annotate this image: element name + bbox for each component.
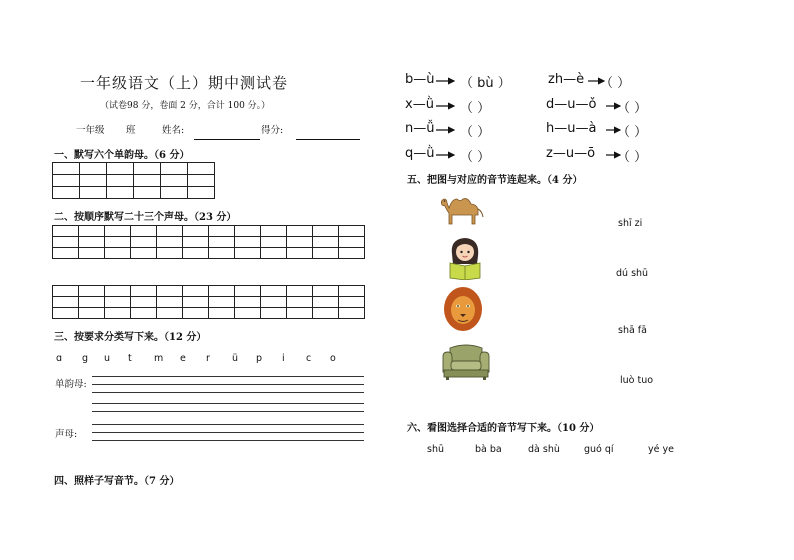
- letter-item: ü: [232, 353, 239, 364]
- letter-item: ɑ: [56, 353, 63, 364]
- match-syllable[interactable]: shā fā: [618, 325, 647, 336]
- grid-cell[interactable]: [134, 187, 161, 199]
- grid-cell[interactable]: [188, 163, 215, 175]
- initials-writing-grid-2: [52, 285, 365, 319]
- option-syllable[interactable]: guó qí: [584, 444, 614, 455]
- lion-picture[interactable]: [443, 286, 483, 332]
- section-6-title: 六、看图选择合适的音节写下来。（10 分）: [407, 423, 600, 434]
- vowel-writing-grid: [52, 162, 215, 199]
- page-title: 一年级语文（上）期中测试卷: [80, 74, 289, 92]
- syllable-sequence: z—u—ō: [546, 146, 596, 161]
- syllable-sequence: h—u—à: [546, 121, 597, 136]
- letter-item: o: [330, 353, 336, 364]
- section-1-title: 一、默写六个单韵母。（6 分）: [54, 150, 190, 161]
- option-syllable[interactable]: yé ye: [648, 444, 674, 455]
- section-4-title: 四、照样子写音节。（7 分）: [54, 476, 180, 487]
- arrow-icon: [436, 77, 458, 85]
- answer-line[interactable]: [92, 424, 364, 425]
- score-field[interactable]: [296, 129, 360, 140]
- letter-item: g: [82, 353, 89, 364]
- grid-cell[interactable]: [80, 163, 107, 175]
- option-syllable[interactable]: bà ba: [475, 444, 502, 455]
- letter-item: r: [206, 353, 210, 364]
- grid-cell[interactable]: [80, 187, 107, 199]
- answer-line[interactable]: [92, 432, 364, 433]
- syllable-answer[interactable]: （ ）: [617, 101, 648, 116]
- letter-item: e: [180, 353, 186, 364]
- match-syllable[interactable]: luò tuo: [620, 375, 654, 386]
- letter-item: i: [282, 353, 285, 364]
- syllable-sequence: x—ǜ: [405, 97, 434, 112]
- syllable-answer[interactable]: （ ）: [460, 125, 491, 140]
- syllable-answer[interactable]: （ ）: [460, 150, 491, 165]
- syllable-answer[interactable]: （ bù ）: [460, 76, 511, 91]
- answer-line[interactable]: [92, 384, 364, 385]
- option-syllable[interactable]: dà shù: [528, 444, 560, 455]
- letter-item: u: [104, 353, 111, 364]
- sofa-picture[interactable]: [440, 342, 492, 382]
- letter-item: t: [128, 353, 132, 364]
- section-2-title: 二、按顺序默写二十三个声母。（23 分）: [54, 212, 237, 223]
- score-label: 得分:: [261, 125, 284, 136]
- answer-line[interactable]: [92, 403, 364, 404]
- arrow-icon: [436, 151, 458, 159]
- grid-cell[interactable]: [134, 163, 161, 175]
- grid-cell[interactable]: [107, 163, 134, 175]
- syllable-answer[interactable]: （ ）: [600, 76, 631, 91]
- name-field[interactable]: [194, 129, 260, 140]
- syllable-sequence: q—ǜ: [405, 146, 435, 161]
- syllable-sequence: zh—è: [548, 72, 585, 87]
- vowel-answer-label: 单韵母:: [55, 379, 87, 390]
- consonant-answer-label: 声母:: [55, 429, 78, 440]
- grid-cell[interactable]: [161, 175, 188, 187]
- score-note: （试卷98 分，卷面 2 分，合计 100 分。）: [100, 101, 271, 111]
- grid-cell[interactable]: [134, 175, 161, 187]
- match-syllable[interactable]: dú shū: [616, 268, 649, 279]
- option-syllable[interactable]: shū: [427, 444, 444, 455]
- grade-label: 一年级: [76, 125, 105, 136]
- letter-item: p: [256, 353, 263, 364]
- syllable-sequence: b—ù: [405, 72, 435, 87]
- grid-cell[interactable]: [53, 187, 80, 199]
- answer-line[interactable]: [92, 392, 364, 393]
- answer-line[interactable]: [92, 411, 364, 412]
- grid-cell[interactable]: [107, 175, 134, 187]
- grid-cell[interactable]: [107, 187, 134, 199]
- answer-line[interactable]: [92, 376, 364, 377]
- initials-writing-grid-1: [52, 225, 365, 259]
- grid-cell[interactable]: [53, 163, 80, 175]
- girl-reading-picture[interactable]: [447, 234, 483, 280]
- grid-cell[interactable]: [188, 175, 215, 187]
- grid-cell[interactable]: [188, 187, 215, 199]
- syllable-sequence: d—u—ǒ: [546, 97, 597, 112]
- grid-cell[interactable]: [161, 163, 188, 175]
- match-syllable[interactable]: shī zi: [618, 218, 643, 229]
- class-label: 班: [126, 125, 136, 136]
- section-5-title: 五、把图与对应的音节连起来。（4 分）: [407, 175, 583, 186]
- answer-line[interactable]: [92, 440, 364, 441]
- grid-cell[interactable]: [161, 187, 188, 199]
- syllable-answer[interactable]: （ ）: [617, 125, 648, 140]
- grid-cell[interactable]: [80, 175, 107, 187]
- syllable-answer[interactable]: （ ）: [460, 101, 491, 116]
- section-3-title: 三、按要求分类写下来。（12 分）: [54, 332, 207, 343]
- arrow-icon: [436, 102, 458, 110]
- name-label: 姓名:: [162, 125, 185, 136]
- letter-item: c: [306, 353, 312, 364]
- letter-item: m: [154, 353, 164, 364]
- grid-cell[interactable]: [53, 175, 80, 187]
- syllable-sequence: n—ǚ: [405, 121, 435, 136]
- arrow-icon: [436, 126, 458, 134]
- camel-picture[interactable]: [436, 191, 486, 227]
- syllable-answer[interactable]: （ ）: [617, 150, 648, 165]
